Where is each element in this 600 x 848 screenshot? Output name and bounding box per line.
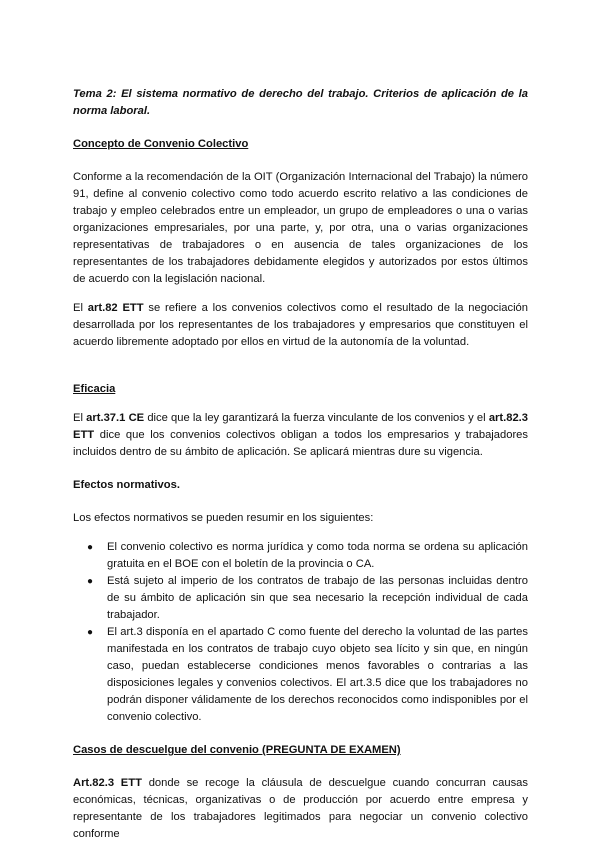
document-title: Tema 2: El sistema normativo de derecho del trabajo. Criterios de aplicación de la norma laboral.: [73, 88, 528, 117]
legal-reference: Art.82.3 ETT: [73, 777, 142, 789]
heading-concepto: Concepto de Convenio Colectivo: [73, 138, 249, 150]
heading-eficacia: Eficacia: [73, 383, 116, 395]
list-item: [73, 539, 528, 573]
list-item-text: Está sujeto al imperio de los contratos de trabajo de las personas incluidas dentro de su ámbito de aplicación sin que sea necesario la recepción individual de cada trabajador.: [107, 575, 528, 621]
text-fragment: El: [73, 302, 88, 314]
list-item-text: El convenio colectivo es norma jurídica y como toda norma se ordena su aplicación gratuita en el BOE con el boletín de la provincia o CA.: [107, 541, 528, 570]
paragraph-efectos-intro: Los efectos normativos se pueden resumir en los siguientes:: [73, 512, 374, 524]
paragraph-oit-definition: Conforme a la recomendación de la OIT (Organización Internacional del Trabajo) la número 91, define al convenio colectivo como todo acuerdo escrito relativo a las condiciones de trabajo y empleo celebrados entre un empleador, un grupo de empleadores o una o varias organizaciones empresariales, por una parte, y, por otra, una o varias organizaciones representativas de trabajadores o en ausencia de tales organizaciones de los representantes de los trabajadores debidamente elegidos y autorizados por estos últimos de acuerdo con la legislación nacional.: [73, 171, 528, 285]
heading-descuelgue: Casos de descuelgue del convenio (PREGUNTA DE EXAMEN): [73, 744, 401, 756]
text-fragment: dice que los convenios colectivos obligan a todos los empresarios y trabajadores incluidos dentro de su ámbito de aplicación. Se aplicará mientras dure su vigencia.: [73, 429, 528, 458]
paragraph-descuelgue: [73, 775, 528, 843]
efectos-list: [73, 539, 528, 726]
document-content: [73, 86, 528, 843]
list-item: [73, 624, 528, 726]
heading-efectos: Efectos normativos.: [73, 479, 180, 491]
legal-reference: art.82 ETT: [87, 302, 144, 314]
text-fragment: donde se recoge la cláusula de descuelgue cuando concurran causas económicas, técnicas, organizativas o de producción por acuerdo entre empresa y representante de los trabajadores legitimados para negociar un convenio colectivo conforme: [73, 777, 528, 840]
text-fragment: El: [73, 412, 87, 424]
legal-reference: art.37.1 CE: [86, 412, 145, 424]
list-item-text: El art.3 disponía en el apartado C como fuente del derecho la voluntad de las partes manifestada en los contratos de trabajo cuyo objeto sea lícito y sin que, en ningún caso, puedan establecerse condiciones menos favorables o contrarias a las disposiciones legales y convenios colectivos. El art.3.5 dice que los trabajadores no podrán disponer válidamente de los derechos reconocidos como indisponibles por el convenio colectivo.: [107, 626, 528, 723]
legal-reference: art.82.3 ETT: [73, 412, 528, 441]
bullet-icon: ●: [87, 576, 94, 587]
bullet-icon: ●: [87, 542, 94, 553]
text-fragment: dice que la ley garantizará la fuerza vinculante de los convenios y el: [144, 412, 489, 424]
paragraph-eficacia: [73, 410, 528, 461]
bullet-icon: ●: [87, 627, 94, 638]
paragraph-art82: [73, 300, 528, 351]
list-item: [73, 573, 528, 624]
text-fragment: se refiere a los convenios colectivos como el resultado de la negociación desarrollada por los representantes de los trabajadores y empresarios que constituyen el acuerdo libremente adoptado por ellos en virtud de la autonomía de la voluntad.: [73, 302, 529, 348]
